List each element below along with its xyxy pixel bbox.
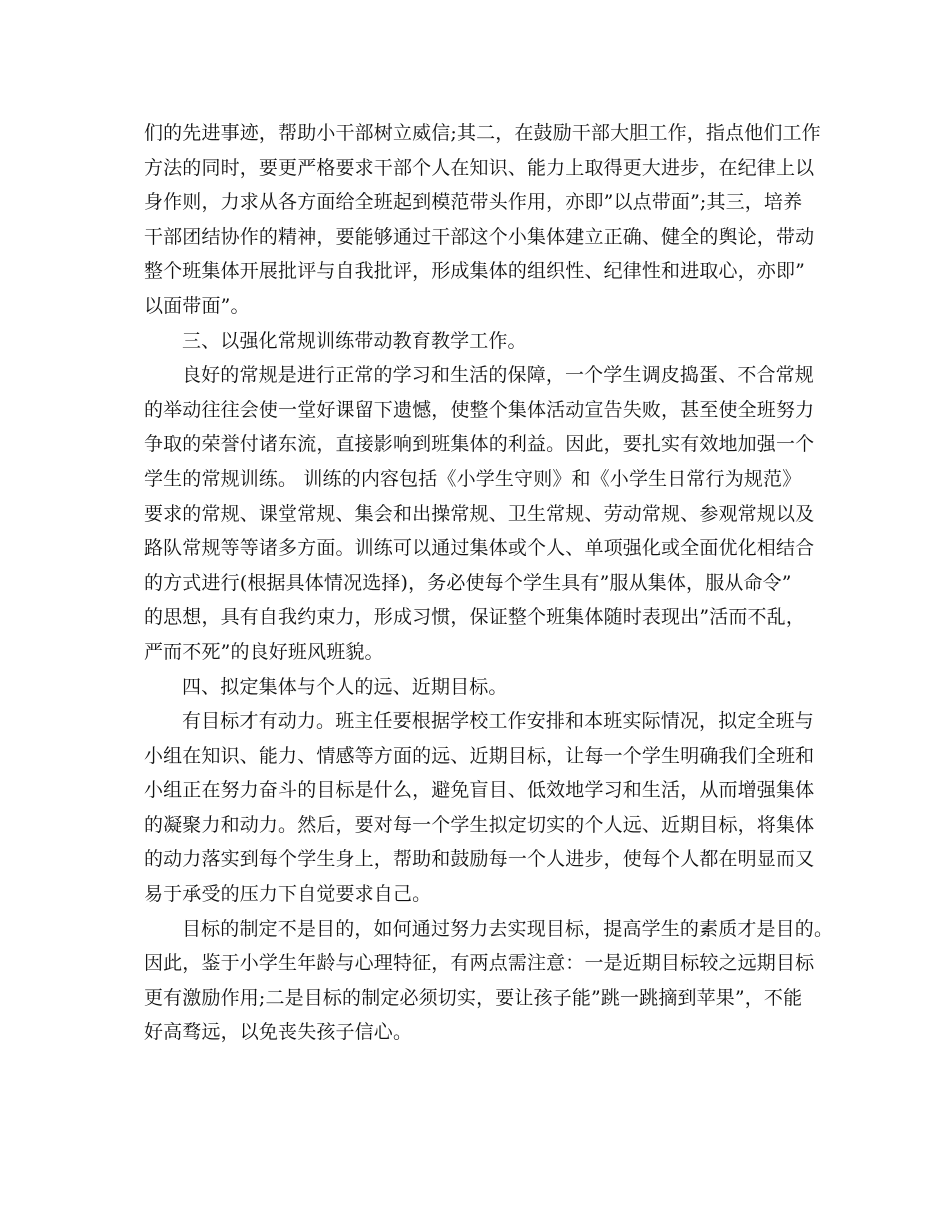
text-line: 整个班集体开展批评与自我批评，形成集体的组织性、纪律性和进取心，亦即” (144, 260, 805, 283)
text-line: 四、拟定集体与个人的远、近期目标。 (182, 675, 508, 698)
text-line: 更有激励作用;二是目标的制定必须切实，要让孩子能”跳一跳摘到苹果”，不能 (144, 986, 803, 1009)
text-line: 路队常规等等诸多方面。训练可以通过集体或个人、单项强化或全面优化相结合 (144, 537, 815, 560)
text-line: 好高骛远，以免丧失孩子信心。 (144, 1021, 413, 1044)
text-line: 小组正在努力奋斗的目标是什么，避免盲目、低效地学习和生活，从而增强集体 (144, 779, 815, 802)
text-line: 易于承受的压力下自觉要求自己。 (144, 883, 432, 906)
text-line: 的举动往往会使一堂好课留下遗憾，使整个集体活动宣告失败，甚至使全班努力 (144, 398, 815, 421)
text-line: 小组在知识、能力、情感等方面的远、近期目标，让每一个学生明确我们全班和 (144, 744, 815, 767)
text-line: 以面带面”。 (144, 294, 250, 317)
text-line: 有目标才有动力。班主任要根据学校工作安排和本班实际情况，拟定全班与 (182, 710, 814, 733)
text-line: 良好的常规是进行正常的学习和生活的保障，一个学生调皮捣蛋、不合常规 (182, 364, 814, 387)
text-line: 干部团结协作的精神，要能够通过干部这个小集体建立正确、健全的舆论，带动 (144, 225, 815, 248)
text-line: 争取的荣誉付诸东流，直接影响到班集体的利益。因此，要扎实有效地加强一个 (144, 433, 815, 456)
text-line: 的思想，具有自我约束力，形成习惯，保证整个班集体随时表现出”活而不乱， (144, 606, 805, 629)
text-line: 方法的同时，要更严格要求干部个人在知识、能力上取得更大进步，在纪律上以 (144, 156, 815, 179)
text-line: 严而不死”的良好班风班貌。 (144, 640, 384, 663)
document-body (144, 116, 834, 1050)
text-line: 因此，鉴于小学生年龄与心理特征，有两点需注意：一是近期目标较之远期目标 (144, 952, 815, 975)
text-line: 的方式进行(根据具体情况选择)，务必使每个学生具有”服从集体，服从命令” (144, 571, 792, 594)
text-line: 身作则，力求从各方面给全班起到模范带头作用，亦即”以点带面”;其三，培养 (144, 191, 803, 214)
text-line: 学生的常规训练。 训练的内容包括《小学生守则》和《小学生日常行为规范》 (144, 467, 802, 490)
text-line: 要求的常规、课堂常规、集会和出操常规、卫生常规、劳动常规、参观常规以及 (144, 502, 815, 525)
text-line: 目标的制定不是目的，如何通过努力去实现目标，提高学生的素质才是目的。 (182, 917, 834, 940)
text-line: 三、以强化常规训练带动教育教学工作。 (182, 329, 527, 352)
text-line: 的凝聚力和动力。然后，要对每一个学生拟定切实的个人远、近期目标，将集体 (144, 813, 815, 836)
text-line: 们的先进事迹，帮助小干部树立威信;其二，在鼓励干部大胆工作，指点他们工作 (144, 122, 821, 144)
text-line: 的动力落实到每个学生身上，帮助和鼓励每一个人进步，使每个人都在明显而又 (144, 848, 815, 871)
